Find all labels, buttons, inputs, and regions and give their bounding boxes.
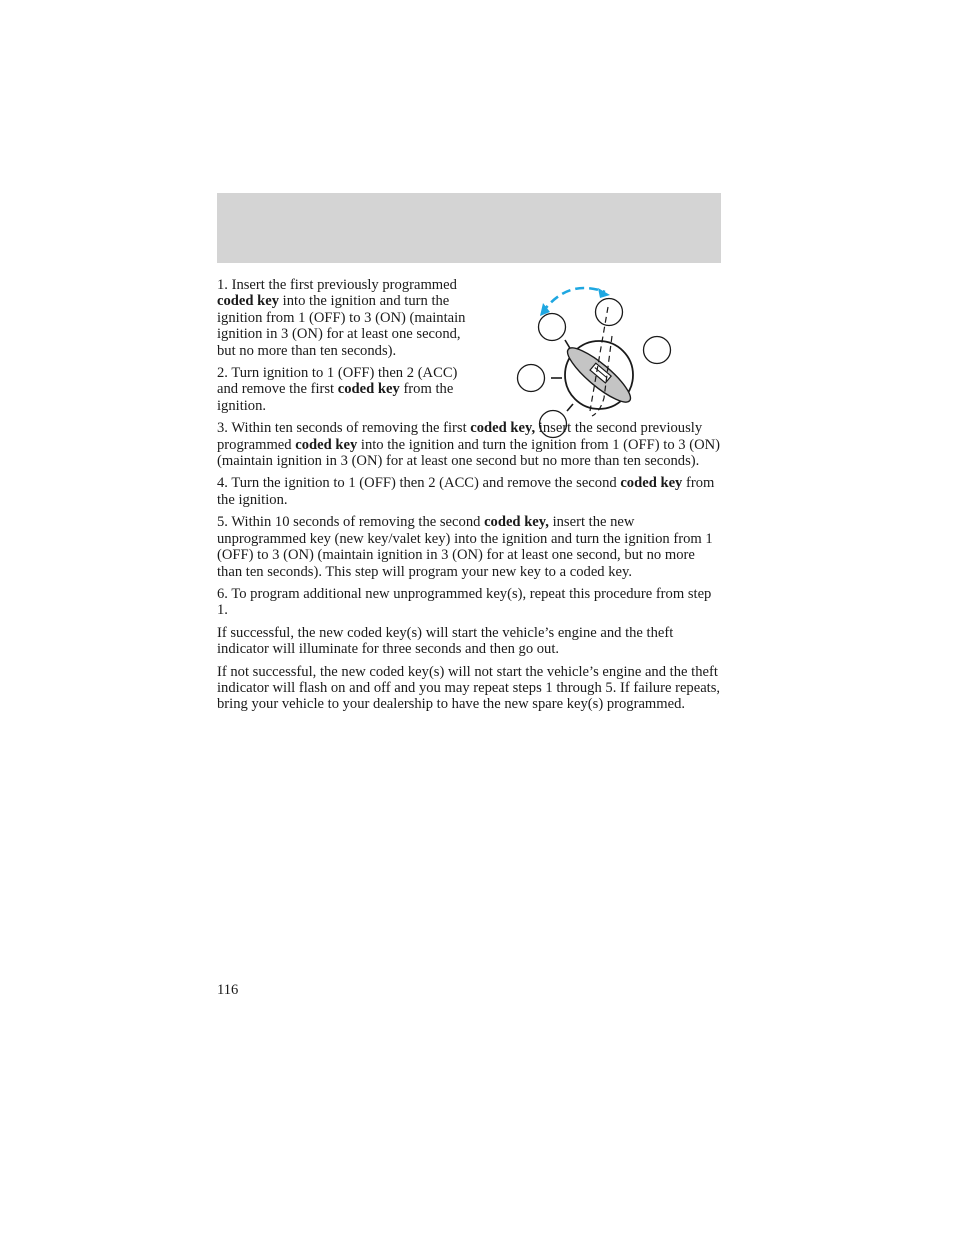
bold-term: coded key bbox=[217, 293, 280, 310]
text-run: If not successful, the new coded key(s) will not start the vehicle’s engine and the theft indicator will flash on and off and you may repeat steps 1 through 5. If failure repeats, bring your vehicle to your dealership to have the new spare key(s) programmed. bbox=[217, 663, 721, 713]
page-number: 116 bbox=[217, 982, 239, 998]
step-1 bbox=[217, 277, 469, 359]
step-2 bbox=[217, 365, 469, 414]
bold-term: coded key bbox=[620, 475, 683, 492]
text-run: from the ignition. bbox=[217, 475, 715, 508]
success-paragraph bbox=[217, 625, 721, 658]
instructions-text bbox=[217, 277, 721, 719]
text-run: 6. To program additional new unprogrammed key(s), repeat this procedure from step 1. bbox=[217, 585, 712, 619]
text-run: insert the second previously programmed bbox=[217, 420, 703, 453]
failure-paragraph bbox=[217, 664, 721, 713]
bold-term: coded key bbox=[337, 381, 400, 398]
text-run: 5. Within 10 seconds of removing the second bbox=[217, 514, 485, 531]
section-header-band bbox=[217, 193, 721, 263]
text-run: into the ignition and turn the ignition from 1 (OFF) to 3 (ON) (maintain ignition in 3 (ON) for at least one second but no more than ten seconds). bbox=[217, 436, 721, 470]
text-run: into the ignition and turn the ignition from 1 (OFF) to 3 (ON) (maintain ignition in 3 (ON) for at least one second, but no more than ten seconds). bbox=[217, 293, 466, 359]
text-run: 1. Insert the first previously programmed bbox=[217, 277, 457, 293]
bold-term: coded key bbox=[295, 436, 358, 453]
text-run: If successful, the new coded key(s) will start the vehicle’s engine and the theft indicator will illuminate for three seconds and then go out. bbox=[217, 624, 674, 658]
text-run: 2. Turn ignition to 1 (OFF) then 2 (ACC) and remove the first bbox=[217, 365, 458, 398]
step-4 bbox=[217, 475, 721, 508]
text-run: insert the new unprogrammed key (new key/valet key) into the ignition and turn the ignition from 1 (OFF) to 3 (ON) (maintain ignition in 3 (ON) for at least one second, but no more than ten seconds). This step will program your new key to a coded key. bbox=[217, 514, 713, 580]
step-5 bbox=[217, 514, 721, 580]
text-run: 3. Within ten seconds of removing the first bbox=[217, 420, 471, 437]
text-run: 4. Turn the ignition to 1 (OFF) then 2 (ACC) and remove the second bbox=[217, 475, 621, 492]
step-3 bbox=[217, 420, 721, 469]
bold-term: coded key, bbox=[484, 514, 549, 531]
text-run: from the ignition. bbox=[217, 381, 454, 414]
bold-term: coded key, bbox=[470, 420, 536, 437]
step-6 bbox=[217, 586, 721, 619]
